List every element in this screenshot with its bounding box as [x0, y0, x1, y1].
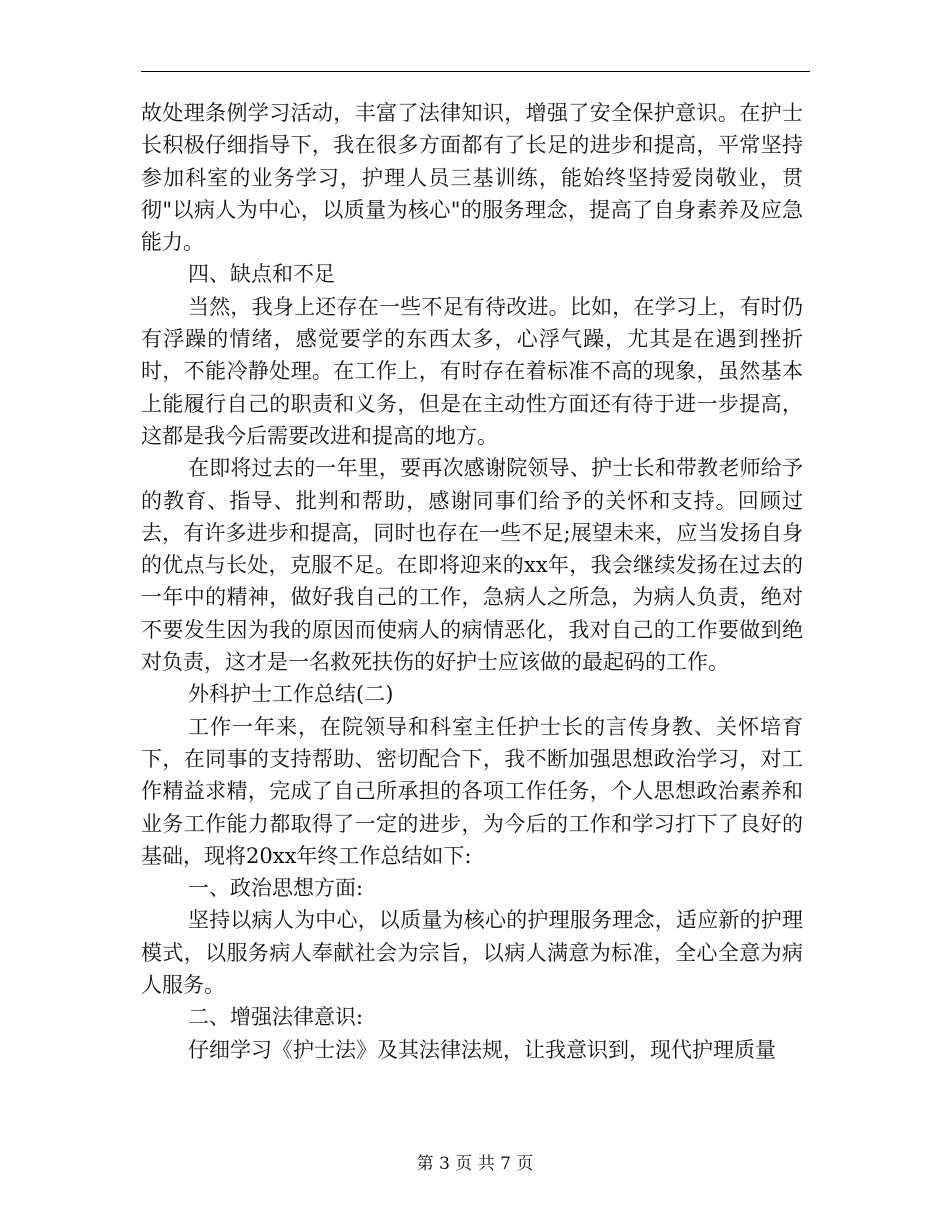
paragraph: 在即将过去的一年里，要再次感谢院领导、护士长和带教老师给予的教育、指导、批判和帮助，感谢同事们给予的关怀和支持。回顾过去，有许多进步和提高，同时也存在一些不足;展望未来，应当发扬自身的优点与长处，克服不足。在即将迎来的xx年，我会继续发扬在过去的一年中的精神，做好我自己的工作，急病人之所急，为病人负责，绝对不要发生因为我的原因而使病人的病情恶化，我对自己的工作要做到绝对负责，这才是一名救死扶伤的好护士应该做的最起码的工作。 [141, 456, 803, 675]
section-heading-politics: 一、政治思想方面: [188, 876, 364, 901]
section-heading-shortcomings: 四、缺点和不足 [188, 262, 335, 287]
document-body [141, 97, 803, 1066]
paragraph: 坚持以病人为中心，以质量为核心的护理服务理念，适应新的护理模式，以服务病人奉献社会为宗旨，以病人满意为标准，全心全意为病人服务。 [141, 908, 803, 998]
page-number: 第 3 页 共 7 页 [416, 1154, 534, 1174]
paragraph: 工作一年来，在院领导和科室主任护士长的言传身教、关怀培育下，在同事的支持帮助、密切配合下，我不断加强思想政治学习，对工作精益求精，完成了自己所承担的各项工作任务，个人思想政治素养和业务工作能力都取得了一定的进步，为今后的工作和学习打下了良好的基础，现将20xx年终工作总结如下: [141, 714, 803, 868]
header-rule [141, 71, 810, 72]
article-title: 外科护士工作总结(二) [188, 682, 394, 707]
paragraph: 当然，我身上还存在一些不足有待改进。比如，在学习上，有时仍有浮躁的情绪，感觉要学的东西太多，心浮气躁，尤其是在遇到挫折时，不能冷静处理。在工作上，有时存在着标准不高的现象，虽然基本上能履行自己的职责和义务，但是在主动性方面还有待于进一步提高，这都是我今后需要改进和提高的地方。 [141, 294, 803, 448]
section-heading-law: 二、增强法律意识: [188, 1005, 364, 1030]
paragraph: 故处理条例学习活动，丰富了法律知识，增强了安全保护意识。在护士长积极仔细指导下，我在很多方面都有了长足的进步和提高，平常坚持参加科室的业务学习，护理人员三基训练，能始终坚持爱岗敬业，贯彻"以病人为中心，以质量为核心"的服务理念，提高了自身素养及应急能力。 [141, 101, 803, 255]
paragraph: 仔细学习《护士法》及其法律法规，让我意识到，现代护理质量 [188, 1037, 776, 1062]
